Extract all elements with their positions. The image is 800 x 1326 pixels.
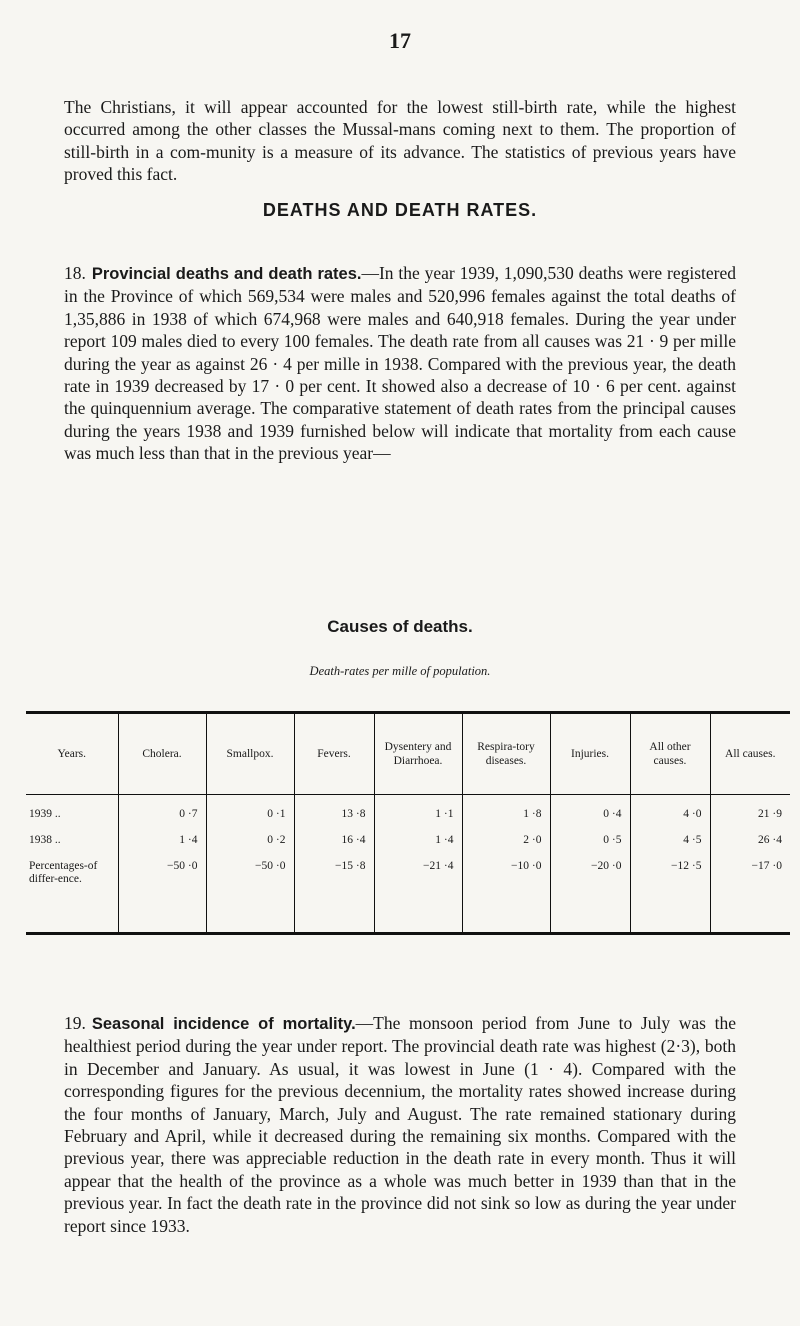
col-header-dysentery: Dysentery and Diarrhoea. [374,714,462,795]
table-row [26,847,790,932]
table-cell: 13 ·8 [294,795,374,822]
table-cell: −20 ·0 [550,847,630,932]
paragraph-18 [64,262,736,465]
col-header-other-causes: All other causes. [630,714,710,795]
paragraph-number: 19. [64,1013,86,1033]
table-cell: −12 ·5 [630,847,710,932]
paragraph-text: —In the year 1939, 1,090,530 deaths were registered in the Province of which 569,534 were males and 520,996 females against the total deaths of 1,35,886 in 1938 of which 674,968 were males and 640,918 females. During the year under report 109 males died to every 100 females. The death rate from all causes was 21 · 9 per mille during the year as against 26 · 4 per mille in 1938. Compared with the previous year, the death rate in 1939 decreased by 17 · 0 per cent. It showed also a decrease of 10 · 6 per cent. against the quinquennium average. The comparative statement of death rates from the principal causes during the years 1938 and 1939 furnished below will indicate that mortality from each cause was much less than that in the previous year— [64,263,736,464]
paragraph-number: 18. [64,263,86,283]
table-cell: 1 ·4 [118,821,206,847]
table-cell: −17 ·0 [710,847,790,932]
col-header-smallpox: Smallpox. [206,714,294,795]
col-header-fevers: Fevers. [294,714,374,795]
row-label: 1938 .. [29,834,61,846]
table-cell: −10 ·0 [462,847,550,932]
table-cell: −21 ·4 [374,847,462,932]
table-cell: 0 ·4 [550,795,630,822]
row-label: Percentages-of differ-ence. [29,860,98,885]
col-header-years: Years. [26,714,118,795]
section-heading: DEATHS AND DEATH RATES. [262,200,538,220]
table-cell: −50 ·0 [206,847,294,932]
table-title: Causes of deaths. [327,617,473,636]
table-cell: 4 ·0 [630,795,710,822]
col-header-all-causes: All causes. [710,714,790,795]
table-cell: 4 ·5 [630,821,710,847]
table-cell: 1 ·1 [374,795,462,822]
table-subtitle: Death-rates per mille of population. [309,664,491,678]
table-cell: 0 ·7 [118,795,206,822]
table-cell: 21 ·9 [710,795,790,822]
table-cell: −50 ·0 [118,847,206,932]
table-row [26,795,790,822]
paragraph-heading: Seasonal incidence of mortality. [91,1015,356,1033]
death-rates-table [26,711,790,935]
table-row [26,821,790,847]
table-cell: 2 ·0 [462,821,550,847]
row-label: 1939 .. [29,808,61,820]
table-cell: 1 ·8 [462,795,550,822]
col-header-respiratory: Respira-tory diseases. [462,714,550,795]
table-cell: 16 ·4 [294,821,374,847]
intro-paragraph: The Christians, it will appear accounted for the lowest still-birth rate, while the highest occurred among the other classes the Mussal-mans coming next to them. The proportion of still-birth in a com-munity is a measure of its advance. The statistics of previous years have proved this fact. [64,97,736,185]
page-number: 17 [389,28,411,53]
table-cell: 0 ·5 [550,821,630,847]
col-header-cholera: Cholera. [118,714,206,795]
table-header-row [26,714,790,795]
table-cell: 0 ·2 [206,821,294,847]
paragraph-19 [64,1012,736,1237]
table-cell: 26 ·4 [710,821,790,847]
col-header-injuries: Injuries. [550,714,630,795]
table-cell: −15 ·8 [294,847,374,932]
paragraph-heading: Provincial deaths and death rates. [91,265,362,283]
table-cell: 0 ·1 [206,795,294,822]
table-cell: 1 ·4 [374,821,462,847]
paragraph-text: —The monsoon period from June to July was the healthiest period during the year under report. The provincial death rate was highest (2·3), both in December and January. As usual, it was lowest in June (1 · 4). Compared with the corresponding figures for the previous decennium, the mortality rates showed increase during the four months of January, March, July and August. The rate remained stationary during February and April, while it decreased during the remaining six months. Compared with the previous year, there was appreciable reduction in the death rate in every month. Thus it will appear that the health of the province as a whole was much better in 1939 than that in the previous year. In fact the death rate in the province did not sink so low as during the year under report since 1933. [64,1013,737,1236]
